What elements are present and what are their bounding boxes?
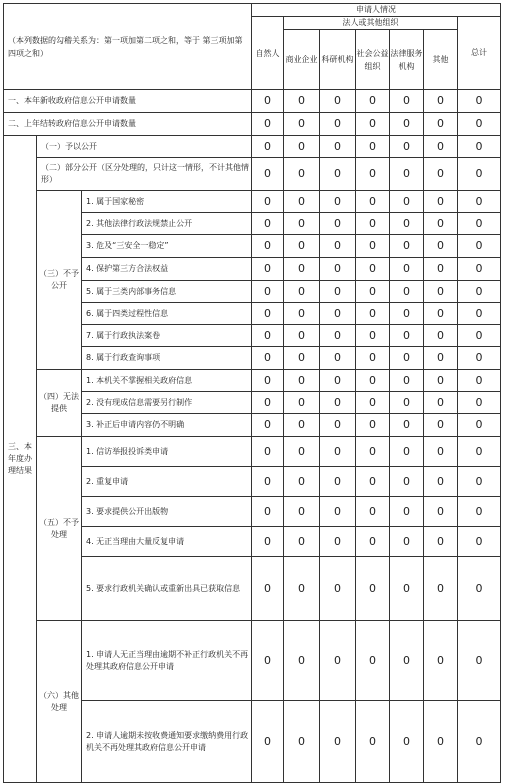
cell-value: 0	[252, 467, 284, 497]
cell-value: 0	[458, 621, 501, 701]
cell-value: 0	[424, 213, 458, 235]
cell-value: 0	[356, 497, 390, 527]
applicant-info-header: 申请人情况	[252, 4, 501, 17]
cell-value: 0	[284, 113, 320, 136]
cell-value: 0	[252, 235, 284, 258]
table-row	[4, 136, 501, 158]
cell-value: 0	[320, 497, 356, 527]
cell-value: 0	[390, 497, 424, 527]
row-label: 3. 补正后申请内容仍不明确	[82, 414, 252, 437]
cell-value: 0	[356, 325, 390, 347]
cell-value: 0	[356, 258, 390, 281]
cell-value: 0	[320, 701, 356, 783]
cell-value: 0	[458, 191, 501, 213]
row-label: 3. 要求提供公开出版物	[82, 497, 252, 527]
cell-value: 0	[252, 113, 284, 136]
table-row	[4, 621, 501, 701]
cell-value: 0	[252, 191, 284, 213]
cell-value: 0	[284, 347, 320, 370]
cell-value: 0	[252, 701, 284, 783]
cell-value: 0	[424, 113, 458, 136]
cell-value: 0	[284, 392, 320, 414]
table-row	[4, 370, 501, 392]
social-welfare-header: 社会公益组织	[356, 30, 390, 90]
cell-value: 0	[284, 497, 320, 527]
row-label: 1. 申请人无正当理由逾期不补正行政机关不再处理其政府信息公开申请	[82, 621, 252, 701]
cell-value: 0	[320, 437, 356, 467]
cell-value: 0	[284, 437, 320, 467]
legal-entities-header: 法人或其他组织	[284, 17, 458, 30]
cell-value: 0	[252, 90, 284, 113]
cell-value: 0	[252, 258, 284, 281]
table-row	[4, 158, 501, 191]
cell-value: 0	[252, 325, 284, 347]
row-label: 8. 属于行政查询事项	[82, 347, 252, 370]
row-label: 一、本年新收政府信息公开申请数量	[4, 90, 252, 113]
cell-value: 0	[458, 325, 501, 347]
row-label: （二）部分公开（区分处理的，只计这一情形，不计其他情形）	[37, 158, 252, 191]
cell-value: 0	[390, 701, 424, 783]
cell-value: 0	[458, 437, 501, 467]
cell-value: 0	[284, 136, 320, 158]
cell-value: 0	[320, 370, 356, 392]
cell-value: 0	[356, 621, 390, 701]
cell-value: 0	[390, 347, 424, 370]
cell-value: 0	[390, 557, 424, 621]
cell-value: 0	[390, 158, 424, 191]
row-label: 6. 属于四类过程性信息	[82, 303, 252, 325]
cell-value: 0	[424, 497, 458, 527]
cell-value: 0	[390, 258, 424, 281]
cell-value: 0	[284, 213, 320, 235]
row-label: 1. 属于国家秘密	[82, 191, 252, 213]
cell-value: 0	[252, 437, 284, 467]
cell-value: 0	[284, 235, 320, 258]
cell-value: 0	[320, 392, 356, 414]
cell-value: 0	[390, 113, 424, 136]
cell-value: 0	[424, 467, 458, 497]
cell-value: 0	[424, 303, 458, 325]
cell-value: 0	[320, 235, 356, 258]
cell-value: 0	[390, 325, 424, 347]
row-label: 2. 申请人逾期未按收费通知要求缴纳费用行政机关不再处理其政府信息公开申请	[82, 701, 252, 783]
cell-value: 0	[424, 392, 458, 414]
cell-value: 0	[284, 527, 320, 557]
cell-value: 0	[252, 158, 284, 191]
cell-value: 0	[390, 370, 424, 392]
cell-value: 0	[320, 113, 356, 136]
table-row	[4, 437, 501, 467]
cell-value: 0	[252, 281, 284, 303]
commercial-header: 商业企业	[284, 30, 320, 90]
cell-value: 0	[320, 136, 356, 158]
cell-value: 0	[356, 90, 390, 113]
cell-value: 0	[320, 158, 356, 191]
row-label: 5. 要求行政机关确认或重新出具已获取信息	[82, 557, 252, 621]
cell-value: 0	[252, 347, 284, 370]
row-label: 7. 属于行政执法案卷	[82, 325, 252, 347]
cell-value: 0	[284, 414, 320, 437]
cell-value: 0	[458, 467, 501, 497]
cell-value: 0	[320, 347, 356, 370]
cell-value: 0	[458, 347, 501, 370]
cell-value: 0	[424, 90, 458, 113]
cell-value: 0	[356, 437, 390, 467]
cell-value: 0	[424, 621, 458, 701]
cell-value: 0	[458, 557, 501, 621]
research-header: 科研机构	[320, 30, 356, 90]
cell-value: 0	[252, 527, 284, 557]
cell-value: 0	[356, 158, 390, 191]
cell-value: 0	[458, 392, 501, 414]
cell-value: 0	[424, 258, 458, 281]
group-label: （三）不予公开	[37, 191, 82, 370]
cell-value: 0	[356, 213, 390, 235]
cell-value: 0	[320, 90, 356, 113]
cell-value: 0	[252, 370, 284, 392]
cell-value: 0	[424, 325, 458, 347]
cell-value: 0	[356, 392, 390, 414]
cell-value: 0	[356, 235, 390, 258]
cell-value: 0	[424, 281, 458, 303]
table-row	[4, 90, 501, 113]
cell-value: 0	[424, 557, 458, 621]
cell-value: 0	[390, 621, 424, 701]
cell-value: 0	[390, 437, 424, 467]
group-label: （四）无法提供	[37, 370, 82, 437]
row-label: 5. 属于三类内部事务信息	[82, 281, 252, 303]
cell-value: 0	[252, 621, 284, 701]
cell-value: 0	[390, 213, 424, 235]
application-statistics-table	[3, 3, 501, 783]
cell-value: 0	[424, 370, 458, 392]
cell-value: 0	[284, 191, 320, 213]
cell-value: 0	[390, 90, 424, 113]
cell-value: 0	[320, 191, 356, 213]
cell-value: 0	[320, 527, 356, 557]
cell-value: 0	[320, 414, 356, 437]
total-header: 总计	[458, 17, 501, 90]
cell-value: 0	[390, 414, 424, 437]
cell-value: 0	[320, 325, 356, 347]
cell-value: 0	[356, 136, 390, 158]
cell-value: 0	[390, 467, 424, 497]
other-header: 其他	[424, 30, 458, 90]
cell-value: 0	[356, 113, 390, 136]
cell-value: 0	[320, 621, 356, 701]
cell-value: 0	[284, 303, 320, 325]
cell-value: 0	[284, 90, 320, 113]
cell-value: 0	[320, 303, 356, 325]
row-label: 4. 无正当理由大量反复申请	[82, 527, 252, 557]
row-label: 2. 其他法律行政法规禁止公开	[82, 213, 252, 235]
row-label: 3. 危及“三安全一稳定”	[82, 235, 252, 258]
row-label: （一）予以公开	[37, 136, 252, 158]
table-row	[4, 113, 501, 136]
cell-value: 0	[458, 235, 501, 258]
cell-value: 0	[356, 414, 390, 437]
cell-value: 0	[252, 414, 284, 437]
cell-value: 0	[458, 370, 501, 392]
legal-service-header: 法律服务机构	[390, 30, 424, 90]
cell-value: 0	[356, 347, 390, 370]
cell-value: 0	[284, 258, 320, 281]
cell-value: 0	[458, 258, 501, 281]
row-label: 2. 重复申请	[82, 467, 252, 497]
cell-value: 0	[390, 392, 424, 414]
cell-value: 0	[458, 701, 501, 783]
cell-value: 0	[284, 467, 320, 497]
cell-value: 0	[284, 621, 320, 701]
group-label: （五）不予处理	[37, 437, 82, 621]
cell-value: 0	[390, 136, 424, 158]
cell-value: 0	[284, 325, 320, 347]
cell-value: 0	[458, 281, 501, 303]
cell-value: 0	[320, 213, 356, 235]
cell-value: 0	[458, 414, 501, 437]
cell-value: 0	[284, 557, 320, 621]
cell-value: 0	[424, 158, 458, 191]
cell-value: 0	[390, 235, 424, 258]
cell-value: 0	[356, 701, 390, 783]
cell-value: 0	[424, 347, 458, 370]
cell-value: 0	[356, 303, 390, 325]
row-label: 1. 本机关不掌握相关政府信息	[82, 370, 252, 392]
cell-value: 0	[424, 437, 458, 467]
cell-value: 0	[252, 392, 284, 414]
cell-value: 0	[356, 281, 390, 303]
cell-value: 0	[458, 303, 501, 325]
cell-value: 0	[252, 497, 284, 527]
cell-value: 0	[284, 281, 320, 303]
cell-value: 0	[284, 701, 320, 783]
cell-value: 0	[458, 213, 501, 235]
cell-value: 0	[458, 136, 501, 158]
cell-value: 0	[252, 303, 284, 325]
cell-value: 0	[356, 527, 390, 557]
cell-value: 0	[252, 213, 284, 235]
row-label: 1. 信访举报投诉类申请	[82, 437, 252, 467]
cell-value: 0	[320, 467, 356, 497]
cell-value: 0	[320, 281, 356, 303]
cell-value: 0	[356, 191, 390, 213]
cell-value: 0	[424, 414, 458, 437]
cell-value: 0	[284, 158, 320, 191]
cell-value: 0	[390, 527, 424, 557]
table-note: （本列数据的勾稽关系为：第一项加第二项之和，等于 第三项加第四项之和）	[4, 4, 252, 90]
cell-value: 0	[284, 370, 320, 392]
cell-value: 0	[356, 370, 390, 392]
cell-value: 0	[252, 136, 284, 158]
table-row	[4, 191, 501, 213]
row-label: 2. 没有现成信息需要另行制作	[82, 392, 252, 414]
section3-label: 三、本年度办理结果	[4, 136, 37, 783]
cell-value: 0	[458, 90, 501, 113]
cell-value: 0	[320, 258, 356, 281]
cell-value: 0	[424, 235, 458, 258]
cell-value: 0	[390, 191, 424, 213]
row-label: 4. 保护第三方合法权益	[82, 258, 252, 281]
cell-value: 0	[458, 527, 501, 557]
cell-value: 0	[458, 497, 501, 527]
group-label: （六）其他处理	[37, 621, 82, 783]
cell-value: 0	[356, 467, 390, 497]
cell-value: 0	[424, 191, 458, 213]
cell-value: 0	[424, 527, 458, 557]
cell-value: 0	[252, 557, 284, 621]
cell-value: 0	[320, 557, 356, 621]
cell-value: 0	[390, 281, 424, 303]
cell-value: 0	[424, 701, 458, 783]
natural-person-header: 自然人	[252, 17, 284, 90]
cell-value: 0	[424, 136, 458, 158]
cell-value: 0	[356, 557, 390, 621]
cell-value: 0	[458, 113, 501, 136]
cell-value: 0	[390, 303, 424, 325]
cell-value: 0	[458, 158, 501, 191]
row-label: 二、上年结转政府信息公开申请数量	[4, 113, 252, 136]
